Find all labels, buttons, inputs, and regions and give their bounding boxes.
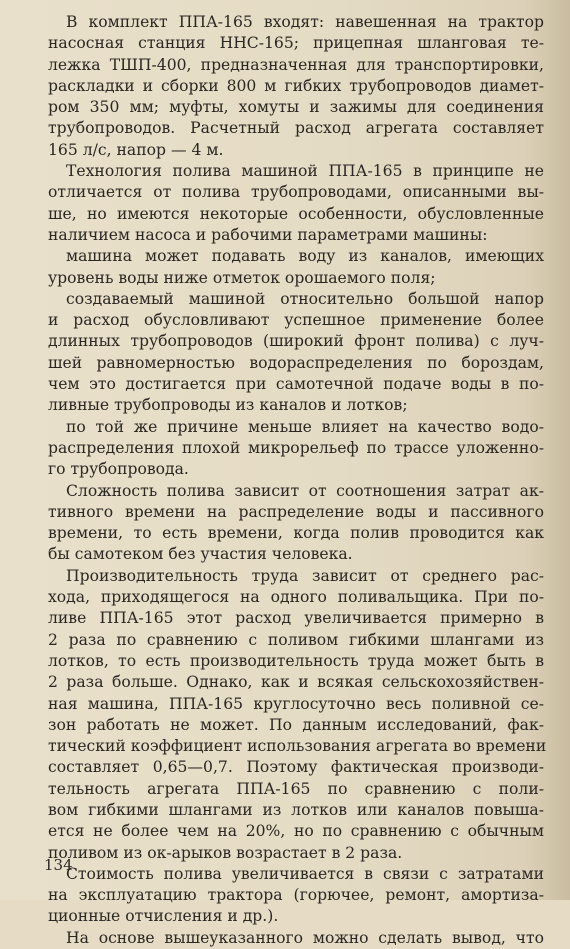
text-line: насосная станция ННС-165; прицепная шланговая те- (48, 34, 544, 53)
text-line: 2 раза больше. Однако, как и всякая сельскохозяйствен- (48, 673, 544, 692)
text-line: ливе ППА-165 этот расход увеличивается примерно в (48, 609, 544, 628)
text-line: ется не более чем на 20%, но по сравнению с обычным (48, 822, 544, 841)
text-line: На основе вышеуказанного можно сделать вывод, что (66, 928, 544, 947)
text-line: ная машина, ППА-165 круглосуточно весь поливной се- (48, 694, 544, 713)
text-line: раскладки и сборки 800 м гибких трубопроводов диамет- (48, 76, 544, 95)
text-line: машина может подавать воду из каналов, имеющих (66, 247, 544, 266)
paragraph (48, 864, 544, 928)
text-line: хода, приходящегося на одного поливальщика. При по- (48, 588, 544, 607)
text-line: поливом из ок-арыков возрастает в 2 раза. (48, 843, 403, 862)
paragraph (48, 481, 544, 566)
text-line: ше, но имеются некоторые особенности, обусловленные (48, 204, 544, 223)
paragraph (48, 566, 547, 864)
text-line: ционные отчисления и др.). (48, 907, 279, 926)
paragraph (48, 417, 544, 481)
paragraph (48, 289, 544, 417)
text-line: зон работать не может. По данным исследований, фак- (48, 715, 544, 734)
text-line: лежка ТШП-400, предназначенная для транспортировки, (48, 55, 544, 74)
text-line: Сложность полива зависит от соотношения затрат ак- (66, 481, 544, 500)
text-line: составляет 0,65—0,7. Поэтому фактическая производи- (48, 758, 544, 777)
text-line: тельность агрегата ППА-165 по сравнению с поли- (48, 779, 544, 798)
text-line: ливные трубопроводы из каналов и лотков; (48, 396, 408, 415)
text-line: лотков, то есть производительность труда может быть в (48, 651, 544, 670)
text-line: 165 л/с, напор — 4 м. (48, 140, 224, 159)
text-line: бы самотеком без участия человека. (48, 545, 353, 564)
page-body-text (48, 12, 547, 949)
text-line: тический коэффициент использования агрегата во времени (48, 737, 547, 756)
text-line: ром 350 мм; муфты, хомуты и зажимы для соединения (48, 98, 544, 117)
text-line: чем это достигается при самотечной подаче воды в по- (48, 375, 544, 394)
text-line: 2 раза по сравнению с поливом гибкими шлангами из (48, 630, 544, 649)
page-number: 134 (44, 856, 73, 874)
text-line: вом гибкими шлангами из лотков или каналов повыша- (48, 800, 544, 819)
text-line: на эксплуатацию трактора (горючее, ремонт, амортиза- (48, 886, 544, 905)
paragraph (48, 12, 544, 161)
paragraph (48, 928, 544, 949)
text-line: отличается от полива трубопроводами, описанными вы- (48, 183, 544, 202)
paragraph (48, 246, 544, 289)
text-line: В комплект ППА-165 входят: навешенная на трактор (66, 13, 544, 31)
text-line: длинных трубопроводов (широкий фронт полива) с луч- (48, 332, 544, 351)
text-line: Технология полива машиной ППА-165 в принципе не (66, 162, 544, 181)
text-line: и расход обусловливают успешное применение более (48, 311, 544, 330)
paragraph (48, 161, 544, 246)
text-line: времени, то есть времени, когда полив проводится как (48, 524, 544, 543)
text-line: шей равномерностью водораспределения по бороздам, (48, 353, 544, 372)
text-line: трубопроводов. Расчетный расход агрегата составляет (48, 119, 544, 138)
text-line: Стоимость полива увеличивается в связи с затратами (66, 864, 544, 883)
text-line: наличием насоса и рабочими параметрами машины: (48, 225, 488, 244)
text-line: по той же причине меньше влияет на качество водо- (66, 417, 544, 436)
text-line: тивного времени на распределение воды и пассивного (48, 502, 544, 521)
text-line: уровень воды ниже отметок орошаемого поля; (48, 268, 436, 287)
text-line: создаваемый машиной относительно большой напор (66, 289, 544, 308)
text-line: Производительность труда зависит от среднего рас- (66, 566, 544, 585)
text-line: го трубопровода. (48, 460, 189, 479)
text-line: распределения плохой микрорельеф по трассе уложенно- (48, 438, 544, 457)
